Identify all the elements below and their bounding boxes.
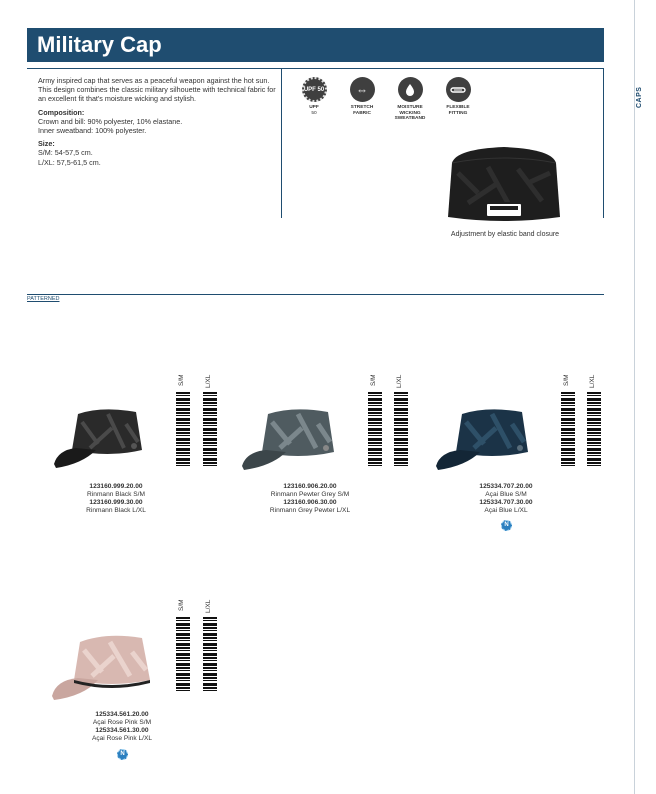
feature-label: MOISTURE WICKING xyxy=(397,105,423,116)
barcode-bars xyxy=(587,392,601,468)
size-label: L/XL xyxy=(589,374,596,388)
size-label: S/M xyxy=(178,374,185,386)
size-label: L/XL xyxy=(205,374,212,388)
right-divider xyxy=(603,68,604,218)
feature-sublabel: FITTING xyxy=(448,110,468,116)
product-name: Rinmann Pewter Grey S/M xyxy=(270,491,350,498)
feature-label: FLEXIBLE xyxy=(446,105,470,110)
moisture-wicking-icon xyxy=(398,77,423,102)
barcode-bars xyxy=(203,392,217,468)
barcode-bars xyxy=(203,617,217,693)
cap-image xyxy=(52,404,148,472)
barcode-bars xyxy=(561,392,575,468)
product-code: 125334.561.30.00 xyxy=(95,727,149,734)
description-line: Army inspired cap that serves as a peaceful weapon against the hot sun. xyxy=(38,76,270,85)
product-caption xyxy=(52,711,192,743)
product-code: 125334.707.30.00 xyxy=(479,499,533,506)
feature-sublabel: FABRIC xyxy=(353,110,371,116)
product-name: Açai Blue S/M xyxy=(485,491,527,498)
product-description xyxy=(38,76,278,167)
size-label: L/XL xyxy=(205,599,212,613)
product-caption xyxy=(436,483,576,515)
product-name: Rinmann Grey Pewter L/XL xyxy=(269,507,351,514)
section-divider xyxy=(27,294,604,295)
product-code: 123160.906.30.00 xyxy=(283,499,337,506)
barcode-bars xyxy=(368,392,382,468)
cap-image xyxy=(50,630,156,704)
product-caption xyxy=(240,483,380,515)
feature-moisture xyxy=(392,77,428,122)
composition-line: Crown and bill: 90% polyester, 10% elastane. xyxy=(38,116,183,126)
sidebar-divider xyxy=(634,0,635,794)
new-badge-icon: N xyxy=(501,520,512,531)
product-name: Rinmann Black S/M xyxy=(87,491,145,498)
feature-sublabel: 50 xyxy=(311,110,317,116)
product-code: 123160.999.20.00 xyxy=(89,483,143,490)
feature-label: STRETCH xyxy=(350,105,374,110)
barcode-bars xyxy=(176,617,190,693)
size-label: S/M xyxy=(563,374,570,386)
size-label: L/XL xyxy=(396,374,403,388)
size-label: S/M xyxy=(178,599,185,611)
stretch-fabric-icon: ⇔ xyxy=(350,77,375,102)
product-name: Açai Rose Pink L/XL xyxy=(91,735,153,742)
size-line: L/XL: 57,5-61,5 cm. xyxy=(38,157,101,167)
barcode-bars xyxy=(394,392,408,468)
feature-upf xyxy=(296,77,332,122)
cap-image xyxy=(434,404,534,474)
section-side-tab: CAPS xyxy=(636,86,643,108)
new-badge-icon: N xyxy=(117,749,128,760)
size-line: S/M: 54-57,5 cm. xyxy=(38,148,93,158)
product-code: 125334.707.20.00 xyxy=(479,483,533,490)
product-code: 123160.999.30.00 xyxy=(89,499,143,506)
feature-flexible xyxy=(440,77,476,122)
product-code: 123160.906.20.00 xyxy=(283,483,337,490)
product-code: 125334.561.20.00 xyxy=(95,711,149,718)
composition-heading: Composition: xyxy=(38,107,85,117)
product-name: Açai Blue L/XL xyxy=(484,507,528,514)
flexible-fitting-icon xyxy=(446,77,471,102)
hero-caption: Adjustment by elastic band closure xyxy=(450,231,560,238)
page-title: Military Cap xyxy=(37,32,162,57)
feature-stretch xyxy=(344,77,380,122)
product-name: Rinmann Black L/XL xyxy=(86,507,146,514)
composition-line: Inner sweatband: 100% polyester. xyxy=(38,126,147,136)
top-divider xyxy=(27,68,604,69)
product-name: Açai Rose Pink S/M xyxy=(92,719,152,726)
barcode-bars xyxy=(176,392,190,468)
feature-icons xyxy=(296,77,476,122)
cap-image xyxy=(240,404,340,474)
middle-divider xyxy=(281,68,282,218)
title-bar xyxy=(27,28,604,62)
cap-back-image xyxy=(438,143,570,229)
upf-50-icon: UPF 50 xyxy=(302,77,327,102)
size-label: S/M xyxy=(370,374,377,386)
description-line: This design combines the classic military silhouette with technical fabric for an excellent fit that's moisture wicking and stylish. xyxy=(38,85,276,104)
feature-sublabel: SWEATBAND xyxy=(394,116,426,122)
section-label: PATTERNED xyxy=(27,296,60,302)
feature-label: UPF xyxy=(309,105,319,110)
product-caption xyxy=(46,483,186,515)
size-heading: Size: xyxy=(38,139,55,149)
